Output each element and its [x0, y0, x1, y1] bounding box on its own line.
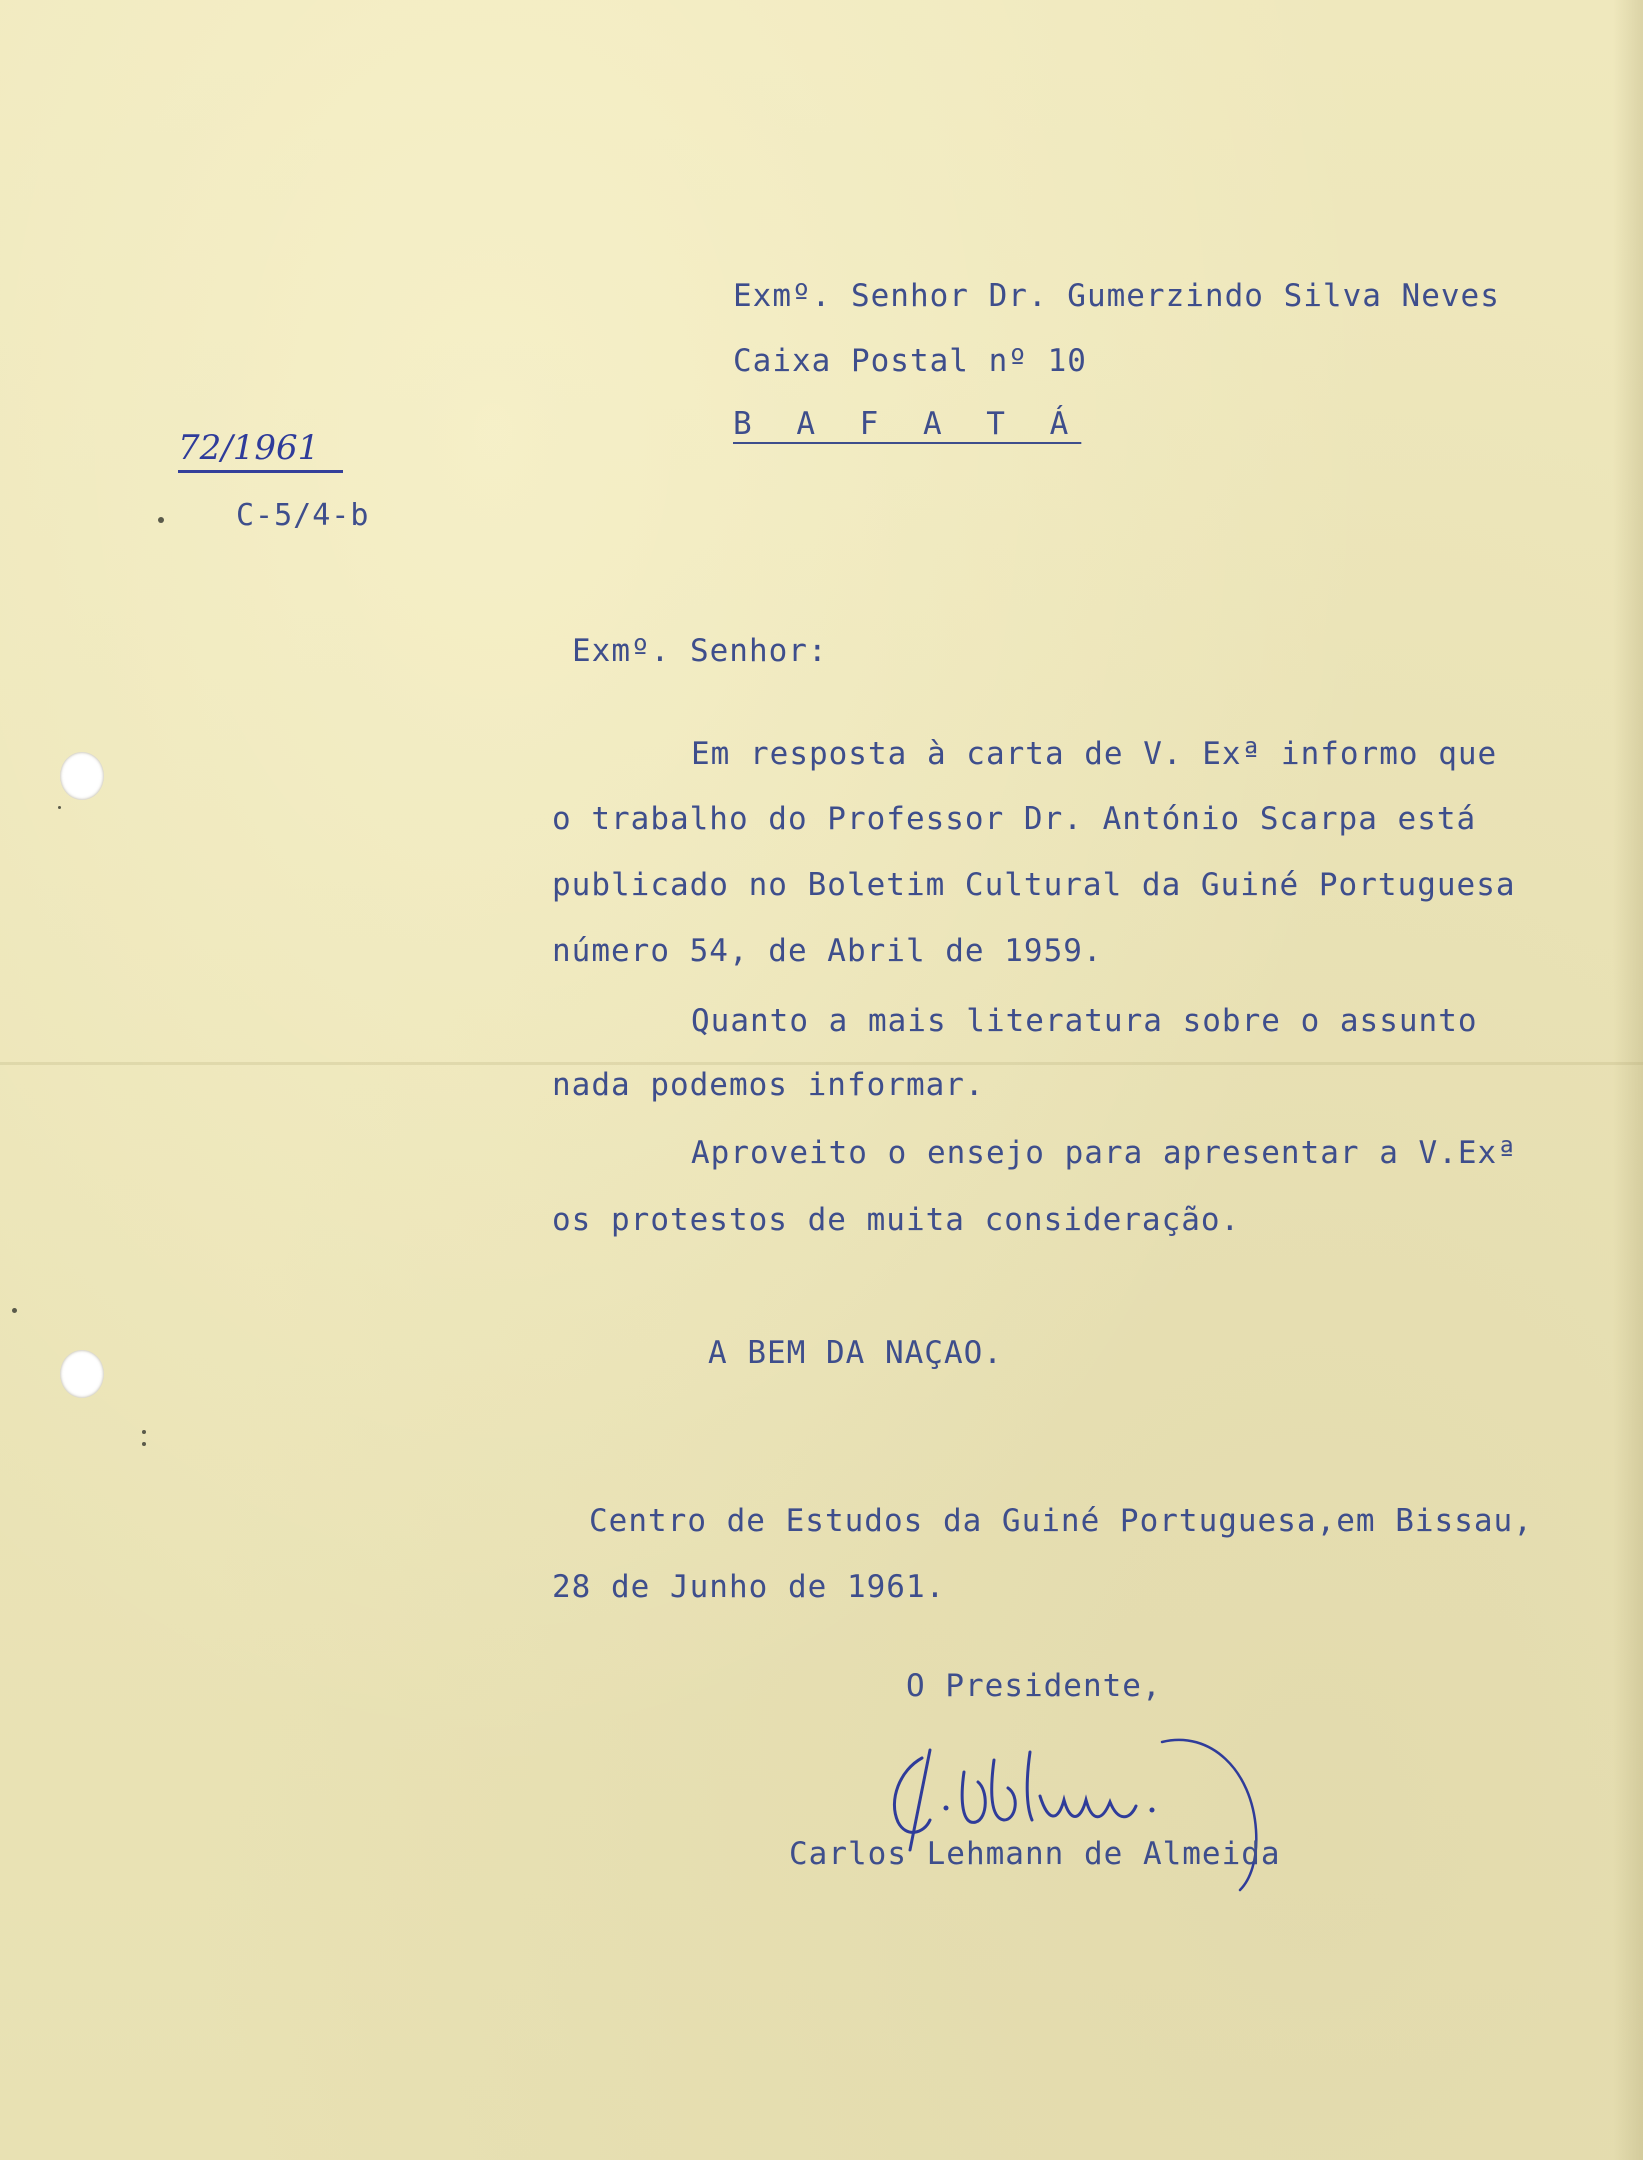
ink-speck — [142, 1442, 146, 1446]
body-line-7: Aproveito o ensejo para apresentar a V.Exª — [691, 1135, 1517, 1171]
signatory-title: O Presidente, — [906, 1668, 1162, 1704]
ink-speck — [158, 517, 164, 523]
body-line-8: os protestos de muita consideração. — [552, 1202, 1241, 1238]
body-line-4: número 54, de Abril de 1959. — [552, 933, 1103, 969]
addressee-postal-box: Caixa Postal nº 10 — [733, 343, 1087, 379]
reference-number: 72/1961 — [178, 428, 343, 473]
page-edge-shadow — [1613, 0, 1643, 2160]
ink-speck — [58, 806, 61, 809]
paper-fold — [0, 1062, 1643, 1065]
body-line-5: Quanto a mais literatura sobre o assunto — [691, 1003, 1478, 1039]
body-line-3: publicado no Boletim Cultural da Guiné Portuguesa — [552, 867, 1516, 903]
date-line: 28 de Junho de 1961. — [552, 1569, 946, 1605]
addressee-name: Exmº. Senhor Dr. Gumerzindo Silva Neves — [733, 278, 1500, 314]
body-line-1: Em resposta à carta de V. Exª informo que — [691, 736, 1498, 772]
punch-hole-top — [60, 752, 104, 800]
reference-code: C-5/4-b — [236, 498, 370, 533]
salutation: Exmº. Senhor: — [572, 633, 828, 669]
ink-speck — [142, 1430, 146, 1434]
ink-speck — [12, 1308, 17, 1313]
punch-hole-bottom — [60, 1350, 104, 1398]
body-line-6: nada podemos informar. — [552, 1067, 985, 1103]
place-line: Centro de Estudos da Guiné Portuguesa,em Bissau, — [589, 1503, 1533, 1539]
signature-handwritten — [880, 1730, 1360, 1900]
signatory-name: Carlos Lehmann de Almeida — [789, 1836, 1281, 1872]
body-line-2: o trabalho do Professor Dr. António Scarpa está — [552, 801, 1477, 837]
closing-formula: A BEM DA NAÇAO. — [708, 1335, 1003, 1371]
addressee-city: B A F A T Á — [733, 406, 1082, 442]
